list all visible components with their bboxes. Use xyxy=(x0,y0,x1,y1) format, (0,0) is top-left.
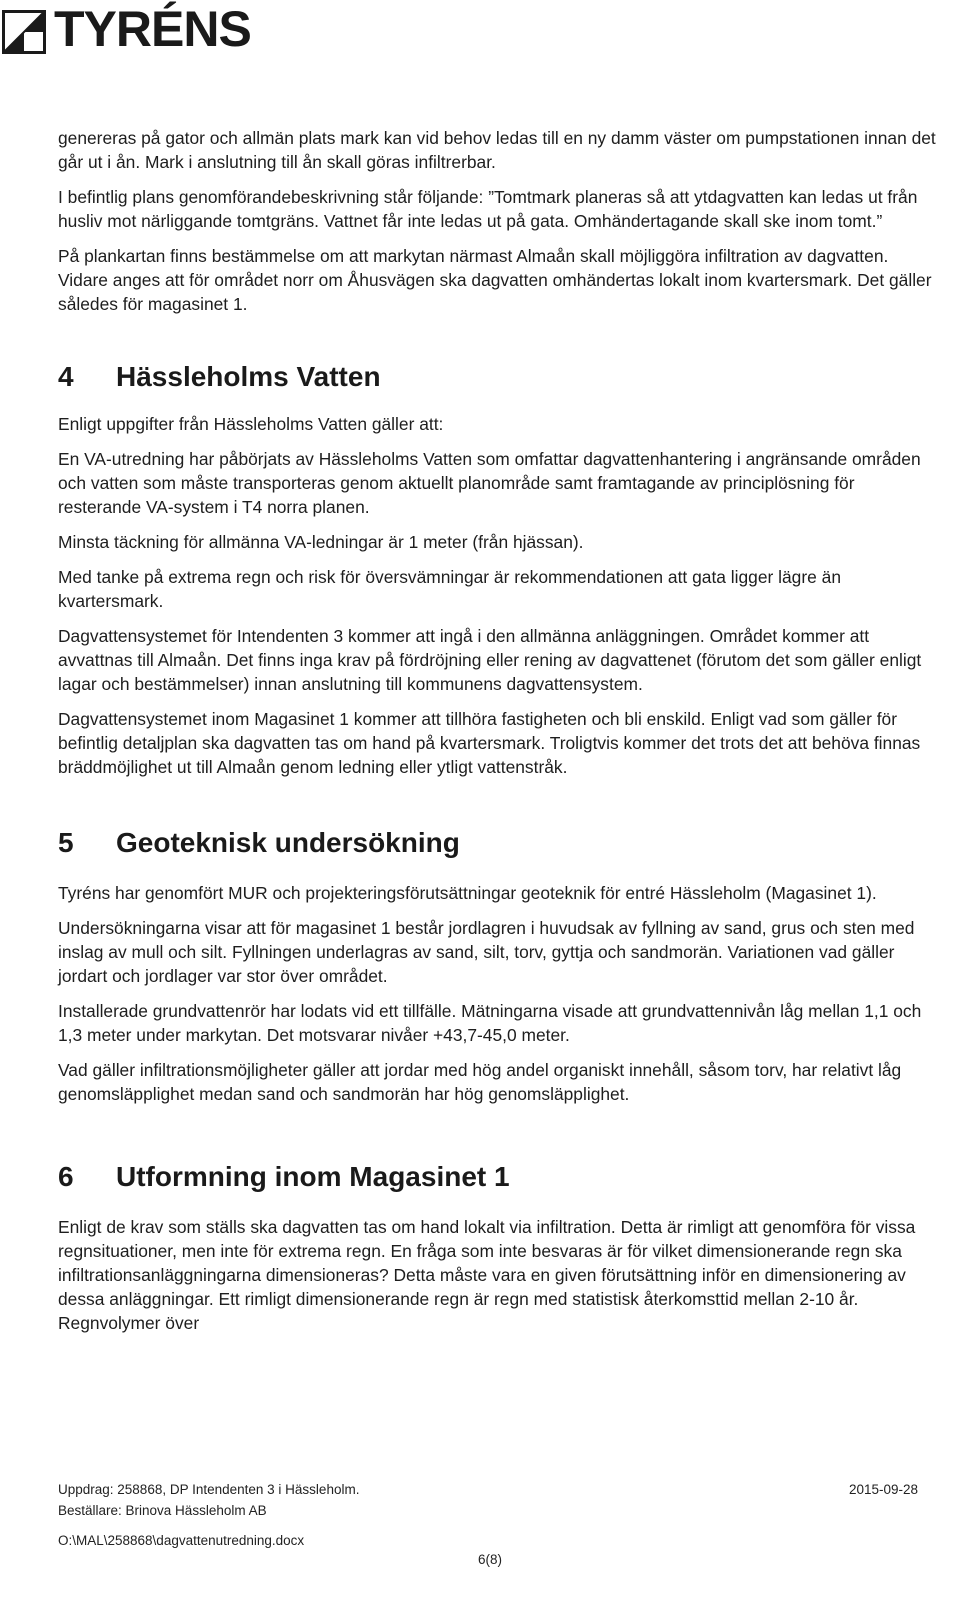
section-number: 4 xyxy=(58,361,74,392)
paragraph-intro-3: På plankartan finns bestämmelse om att markytan närmast Almaån skall möjliggöra infiltration av dagvatten. Vidare anges att för området norr om Åhusvägen ska dagvatten omhändertas lokalt inom kvartersmark. Det gäller således för magasinet 1. xyxy=(58,246,932,314)
paragraph-sec4-3: Minsta täckning för allmänna VA-ledningar är 1 meter (från hjässan). xyxy=(58,532,584,552)
logo-wordmark: TYRÉNS xyxy=(54,1,251,57)
paragraph-sec5-2: Undersökningarna visar att för magasinet 1 består jordlagren i huvudsak av fyllning av sand, grus och sten med inslag av mull och silt. Fyllningen underlagras av sand, silt, torv, gyttja och sandmorän. Variationen vad gäller jordart och jordlager var stor över området. xyxy=(58,918,915,986)
footer-assignment-line xyxy=(58,1482,918,1497)
section-heading-4 xyxy=(58,359,938,395)
section-title: Hässleholms Vatten xyxy=(116,361,381,392)
section-title: Utformning inom Magasinet 1 xyxy=(116,1161,510,1192)
paragraph-sec6-1: Enligt de krav som ställs ska dagvatten tas om hand lokalt via infiltration. Detta är rimligt att genomföra för vissa regnsituationer, men inte för extrema regn. En fråga som inte besvaras är för vilket dimensionerande regn ska infiltrationsanläggningarna dimensioneras? Detta måste vara en given förutsättning inför en dimensionering av dessa anläggningar. Ett rimligt dimensionerande regn är regn med statistisk återkomsttid mellan 2-10 år. Regnvolymer över xyxy=(58,1217,916,1333)
footer-assignment: Uppdrag: 258868, DP Intendenten 3 i Hässleholm. xyxy=(58,1482,360,1497)
document-body xyxy=(58,126,938,1346)
footer-file-path: O:\MAL\258868\dagvattenutredning.docx xyxy=(58,1533,305,1548)
paragraph-sec4-5: Dagvattensystemet för Intendenten 3 kommer att ingå i den allmänna anläggningen. Området kommer att avvattnas till Almaån. Det finns inga krav på fördröjning eller rening av dagvattenet (förutom det som gäller enligt lagar och bestämmelser) innan anslutning till kommunens dagvattensystem. xyxy=(58,626,922,694)
page-number: 6(8) xyxy=(478,1552,503,1567)
paragraph-sec4-1: Enligt uppgifter från Hässleholms Vatten gäller att: xyxy=(58,414,444,434)
paragraph-sec5-3: Installerade grundvattenrör har lodats vid ett tillfälle. Mätningarna visade att grundvattennivån låg mellan 1,1 och 1,3 meter under markytan. Det motsvarar nivåer +43,7-45,0 meter. xyxy=(58,1001,922,1045)
paragraph-sec4-2: En VA-utredning har påbörjats av Hässleholms Vatten som omfattar dagvattenhantering i angränsande områden och vatten som måste transporteras genom aktuellt planområde samt framtagande av principlösning för resterande VA-system i T4 norra planen. xyxy=(58,449,921,517)
paragraph-sec4-4: Med tanke på extrema regn och risk för översvämningar är rekommendationen att gata ligger lägre än kvartersmark. xyxy=(58,567,841,611)
paragraph-sec5-1: Tyréns har genomfört MUR och projekteringsförutsättningar geoteknik för entré Hässleholm (Magasinet 1). xyxy=(58,883,877,903)
section-number: 5 xyxy=(58,827,74,858)
section-heading-5 xyxy=(58,825,938,861)
logo-mark-icon xyxy=(2,10,46,54)
footer-date: 2015-09-28 xyxy=(848,1482,918,1497)
footer-client: Beställare: Brinova Hässleholm AB xyxy=(58,1503,267,1518)
paragraph-sec5-4: Vad gäller infiltrationsmöjligheter gäller att jordar med hög andel organiskt innehåll, såsom torv, har relativt låg genomsläpplighet medan sand och sandmorän har hög genomsläpplighet. xyxy=(58,1060,902,1104)
paragraph-sec4-6: Dagvattensystemet inom Magasinet 1 kommer att tillhöra fastigheten och bli enskild. Enligt vad som gäller för befintlig detaljplan ska dagvatten tas om hand på kvartersmark. Troligtvis kommer det trots det att behöva finnas bräddmöjlighet ut till Almaån genom ledning eller ytligt vattenstråk. xyxy=(58,709,921,777)
paragraph-intro-2: I befintlig plans genomförandebeskrivning står följande: ”Tomtmark planeras så att ytdagvatten kan ledas ut från husliv mot närliggande tomtgräns. Vattnet får inte ledas ut på gata. Omhändertagande skall ske inom tomt.” xyxy=(58,187,918,231)
section-heading-6 xyxy=(58,1159,938,1195)
section-title: Geoteknisk undersökning xyxy=(116,827,460,858)
section-number: 6 xyxy=(58,1161,74,1192)
paragraph-intro-1: genereras på gator och allmän plats mark kan vid behov ledas till en ny damm väster om pumpstationen innan det går ut i ån. Mark i anslutning till ån skall göras infiltrerbar. xyxy=(58,128,936,172)
